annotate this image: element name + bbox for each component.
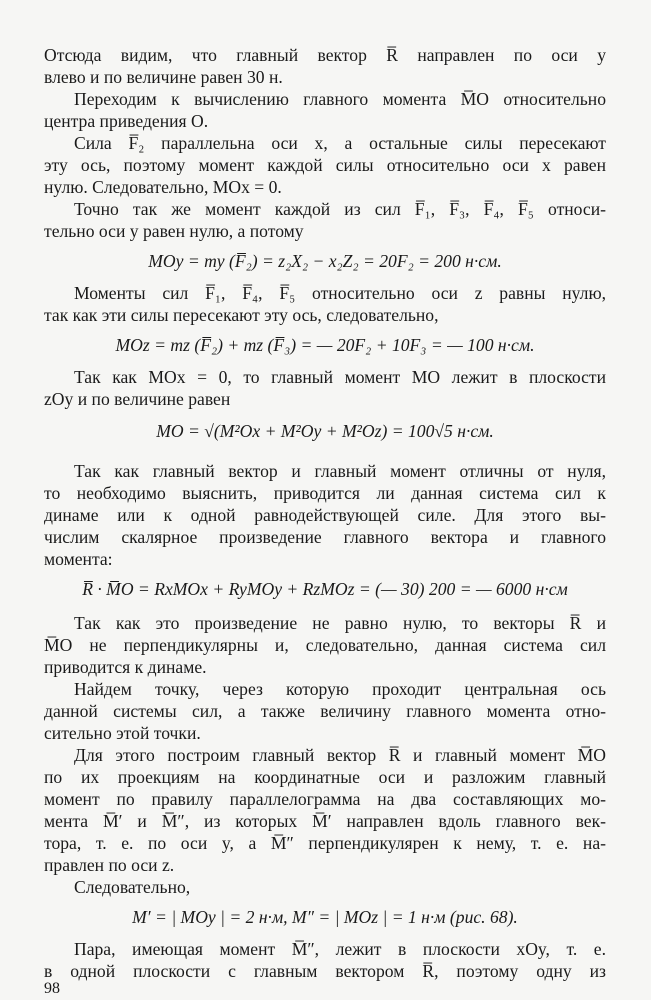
formula-line: M′ = | MOy | = 2 н·м, M″ = | MOz | = 1 н·м (рис. 68). <box>132 907 518 927</box>
text-line: Найдем точку, через которую проходит центральная ось <box>74 679 606 699</box>
text-line: Отсюда видим, что главный вектор R̅ направлен по оси y <box>44 45 606 65</box>
text-line: момент по правилу параллелограмма на два составляющих мо- <box>44 789 606 809</box>
page-number: 98 <box>44 980 60 997</box>
text-line: эту ось, поэтому момент каждой силы относительно оси x равен <box>44 155 606 175</box>
text-line: по их проекциям на координатные оси и разложим главный <box>44 767 606 787</box>
formula-line: R̅ · M̅O = RxMOx + RyMOy + RzMOz = (— 30) 200 = — 6000 н·см <box>82 579 568 599</box>
formula-line: MOz = mz (F̅₂) + mz (F̅₃) = — 20F₂ + 10F₃ = — 100 н·см. <box>115 335 535 355</box>
text-line: сительно этой точки. <box>44 723 201 743</box>
text-line: влево и по величине равен 30 н. <box>44 67 283 87</box>
text-line: M̅O не перпендикулярны и, следовательно, данная система сил <box>44 635 606 655</box>
text-line: Следовательно, <box>74 877 191 897</box>
formula-line: MO = √(M²Ox + M²Oy + M²Oz) = 100√5 н·см. <box>156 421 494 441</box>
text-line: момента: <box>44 549 113 569</box>
text-line: числим скалярное произведение главного вектора и главного <box>44 527 606 547</box>
text-line: правлен по оси z. <box>44 855 175 875</box>
text-line: Так как это произведение не равно нулю, то векторы R̅ и <box>74 613 606 633</box>
text-line: Моменты сил F̅₁, F̅₄, F̅₅ относительно оси z равны нулю, <box>74 283 606 303</box>
text-line: Так как MOx = 0, то главный момент MO лежит в плоскости <box>74 367 606 387</box>
text-line: так как эти силы пересекают эту ось, следовательно, <box>44 305 439 325</box>
text-line: мента M̅′ и M̅″, из которых M̅′ направлен вдоль главного век- <box>44 811 606 831</box>
text-line: данной системы сил, а также величину главного момента отно- <box>44 701 606 721</box>
text-line: Точно так же момент каждой из сил F̅₁, F̅₃, F̅₄, F̅₅ относи- <box>74 199 606 219</box>
text-line: zOy и по величине равен <box>44 389 231 409</box>
text-line: в одной плоскости с главным вектором R̅, поэтому одну из <box>44 961 606 981</box>
text-line: тора, т. е. по оси y, а M̅″ перпендикулярен к нему, т. е. на- <box>44 833 606 853</box>
text-line: динаме или к одной равнодействующей силе. Для этого вы- <box>44 505 606 525</box>
text-line: нулю. Следовательно, MOx = 0. <box>44 177 282 197</box>
formula-line: MOy = my (F̅₂) = z₂X₂ − x₂Z₂ = 20F₂ = 200 н·см. <box>148 251 502 271</box>
text-line: Сила F̅₂ параллельна оси x, а остальные силы пересекают <box>74 133 606 153</box>
text-line: тельно оси y равен нулю, а потому <box>44 221 304 241</box>
text-line: Переходим к вычислению главного момента M̅O относительно <box>74 89 606 109</box>
text-line: Так как главный вектор и главный момент отличны от нуля, <box>74 461 606 481</box>
text-line: центра приведения O. <box>44 111 209 131</box>
text-line: приводится к динаме. <box>44 657 207 677</box>
text-line: Для этого построим главный вектор R̅ и главный момент M̅O <box>74 745 606 765</box>
text-line: Пара, имеющая момент M̅″, лежит в плоскости xOy, т. е. <box>74 939 606 959</box>
text-line: то необходимо выяснить, приводится ли данная система сил к <box>44 483 606 503</box>
